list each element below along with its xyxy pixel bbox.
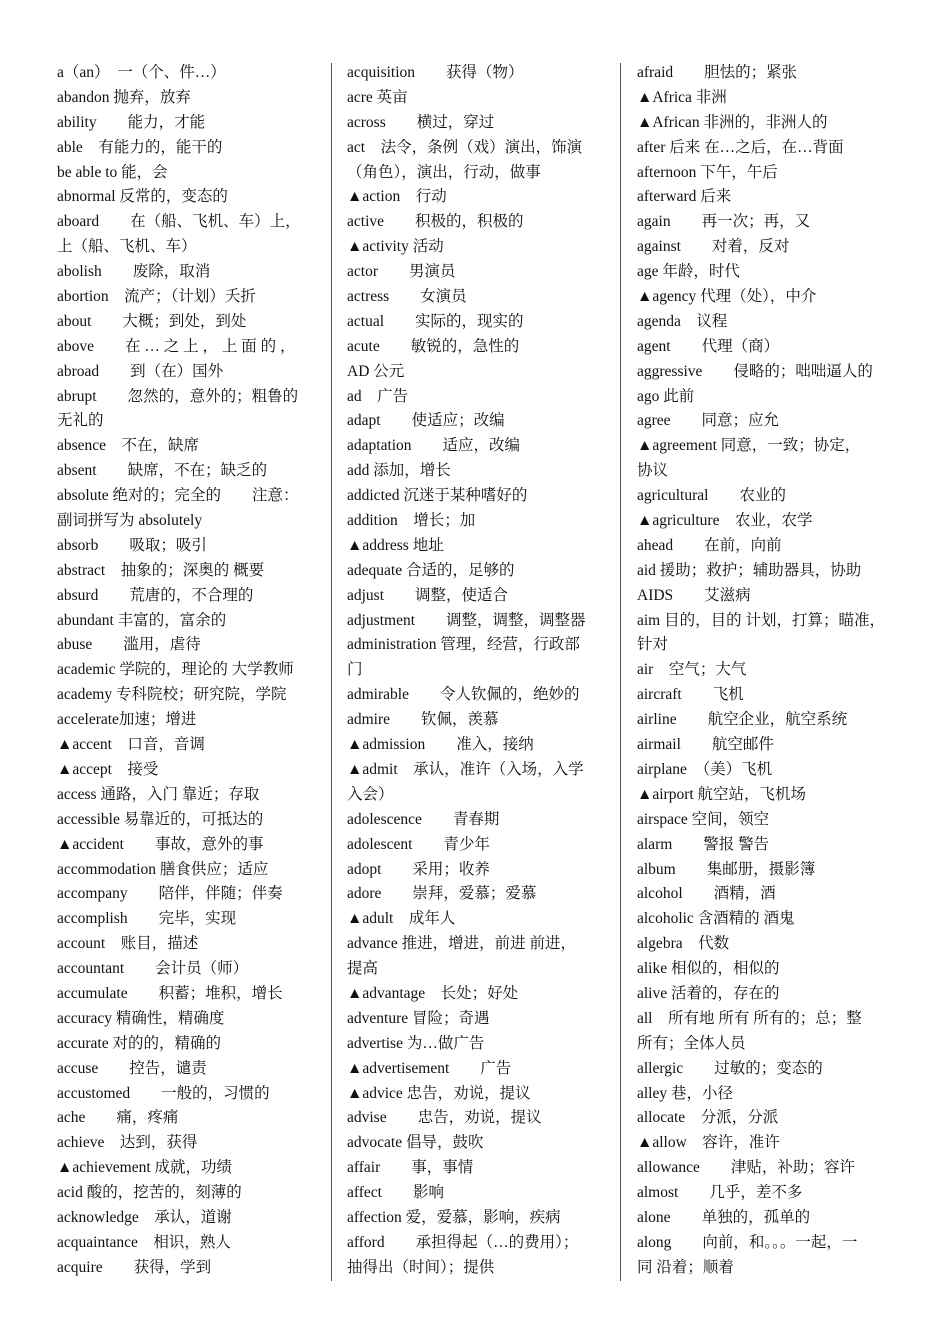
- vocab-entry-line: 协议: [637, 462, 669, 480]
- vocab-entry-line: aboard 在（船、飞机、车）上，: [57, 213, 301, 231]
- vocab-entry-line: （角色），演出，行动，做事: [347, 163, 541, 181]
- vocab-entry-line: ability 能力，才能: [57, 113, 206, 131]
- vocab-entry-line: accurate 对的的，精确的: [57, 1034, 221, 1052]
- vocab-entry-line: absorb 吸取；吸引: [57, 536, 207, 554]
- vocab-entry-line: ▲airport 航空站，飞机场: [637, 785, 807, 803]
- vocab-entry-line: again 再一次；再，又: [637, 213, 811, 231]
- vocab-entry-line: album 集邮册，摄影簿: [637, 860, 816, 878]
- vocab-entry-line: ▲admission 准入，接纳: [347, 736, 534, 754]
- vocab-entry-line: accomplish 完毕，实现: [57, 910, 237, 928]
- vocab-entry-line: abuse 滥用，虐待: [57, 636, 201, 654]
- vocab-entry-line: achieve 达到，获得: [57, 1134, 198, 1152]
- vocab-entry-line: agree 同意；应允: [637, 412, 780, 430]
- vocab-entry-line: allergic 过敏的；变态的: [637, 1059, 823, 1077]
- vocab-entry-line: abstract 抽象的；深奥的 概要: [57, 561, 265, 579]
- vocab-entry-line: alley 巷，小径: [637, 1084, 733, 1102]
- vocab-entry-line: accustomed 一般的，习惯的: [57, 1084, 270, 1102]
- vocab-entry-line: abroad 到（在）国外: [57, 362, 224, 380]
- vocab-entry-line: agent 代理（商）: [637, 337, 780, 355]
- vocab-entry-line: 上（船、飞机、车）: [57, 238, 197, 256]
- vocab-entry-line: ago 此前: [637, 387, 695, 405]
- vocab-entry-line: abrupt 忽然的，意外的；粗鲁的: [57, 387, 299, 405]
- vocab-entry-line: alarm 警报 警告: [637, 835, 770, 853]
- vocab-entry-line: alike 相似的，相似的: [637, 960, 780, 978]
- vocab-entry-line: airmail 航空邮件: [637, 736, 774, 754]
- vocab-entry-line: absent 缺席，不在；缺乏的: [57, 462, 268, 480]
- vocab-entry-line: affair 事，事情: [347, 1159, 474, 1177]
- vocab-entry-line: 提高: [347, 960, 379, 978]
- vocab-entry-line: advertise 为…做广告: [347, 1034, 485, 1052]
- vocab-entry-line: ▲African 非洲的，非洲人的: [637, 113, 828, 131]
- vocab-entry-line: acid 酸的，挖苦的，刻薄的: [57, 1184, 242, 1202]
- vocab-entry-line: absurd 荒唐的，不合理的: [57, 586, 254, 604]
- vocab-entry-line: adjust 调整，使适合: [347, 586, 509, 604]
- vocab-entry-line: actress 女演员: [347, 288, 467, 306]
- vocab-entry-line: acquaintance 相识，熟人: [57, 1233, 231, 1251]
- vocab-entry-line: along 向前，和。。。一起，一: [637, 1233, 858, 1251]
- vocab-entry-line: against 对着，反对: [637, 238, 790, 256]
- vocab-entry-line: accumulate 积蓄；堆积，增长: [57, 984, 283, 1002]
- vocab-entry-line: adolescent 青少年: [347, 835, 490, 853]
- vocab-entry-line: airline 航空企业，航空系统: [637, 711, 848, 729]
- vocab-entry-line: accompany 陪伴，伴随；伴奏: [57, 885, 283, 903]
- vocab-entry-line: ▲action 行动: [347, 188, 447, 206]
- vocab-entry-line: agenda 议程: [637, 312, 728, 330]
- vocab-entry-line: algebra 代数: [637, 935, 730, 953]
- vocab-entry-line: afraid 胆怯的；紧张: [637, 64, 798, 81]
- vocab-entry-line: aircraft 飞机: [637, 686, 744, 704]
- vocab-entry-line: adapt 使适应；改编: [347, 412, 505, 430]
- vocab-entry-line: actor 男演员: [347, 263, 456, 281]
- vocab-entry-line: ache 痛，疼痛: [57, 1109, 179, 1127]
- vocab-entry-line: accommodation 膳食供应；适应: [57, 860, 269, 878]
- vocab-entry-line: accelerate加速；增进: [57, 711, 197, 729]
- vocab-entry-line: abandon 抛弃，放弃: [57, 88, 191, 106]
- vocab-entry-line: ▲agreement 同意，一致；协定，: [637, 437, 861, 455]
- vocab-entry-line: ▲allow 容许，准许: [637, 1134, 780, 1152]
- vocab-entry-line: ▲advice 忠告，劝说，提议: [347, 1084, 531, 1102]
- vocab-entry-line: 门: [347, 661, 363, 679]
- vocab-entry-line: ▲agency 代理（处），中介: [637, 288, 817, 306]
- vocab-entry-line: aim 目的，目的 计划，打算；瞄准，: [637, 611, 885, 629]
- vocab-entry-line: adopt 采用；收养: [347, 860, 490, 878]
- vocab-entry-line: a（an） 一（个、件…）: [57, 64, 226, 81]
- vocab-entry-line: adolescence 青春期: [347, 810, 500, 828]
- vocab-entry-line: adore 崇拜，爱慕；爱慕: [347, 885, 537, 903]
- vocab-entry-line: add 添加，增长: [347, 462, 451, 480]
- vocab-entry-line: advance 推进，增进，前进 前进，: [347, 935, 577, 953]
- vocab-entry-line: 入会）: [347, 785, 394, 803]
- vocab-entry-line: 副词拼写为 absolutely: [57, 512, 203, 530]
- vocab-entry-line: all 所有地 所有 所有的；总；整: [637, 1009, 862, 1027]
- vocab-entry-line: active 积极的，积极的: [347, 213, 524, 231]
- vocab-entry-line: airspace 空间，领空: [637, 810, 770, 828]
- vocab-entry-line: ▲accident 事故，意外的事: [57, 835, 264, 853]
- vocab-entry-line: afternoon 下午，午后: [637, 163, 778, 181]
- vocab-entry-line: accessible 易靠近的，可抵达的: [57, 810, 264, 828]
- vocab-entry-line: academy 专科院校；研究院，学院: [57, 686, 287, 704]
- vocab-entry-line: accountant 会计员（师）: [57, 960, 249, 978]
- vocab-entry-line: act 法令，条例（戏）演出，饰演: [347, 138, 583, 156]
- vocab-entry-line: ▲advantage 长处；好处: [347, 984, 519, 1002]
- vocab-column-1: [57, 61, 323, 1281]
- vocab-entry-line: alive 活着的，存在的: [637, 984, 780, 1002]
- vocab-column-2: [347, 61, 609, 1281]
- vocab-entry-line: access 通路，入门 靠近；存取: [57, 785, 260, 803]
- vocab-entry-line: ▲address 地址: [347, 536, 444, 554]
- vocab-entry-line: almost 几乎，差不多: [637, 1184, 803, 1202]
- vocab-entry-line: accuse 控告，谴责: [57, 1059, 207, 1077]
- vocab-entry-line: about 大概；到处，到处: [57, 312, 247, 330]
- vocab-entry-line: ▲adult 成年人: [347, 910, 456, 928]
- vocab-entry-line: ad 广告: [347, 387, 409, 405]
- vocab-entry-line: adjustment 调整，调整，调整器: [347, 611, 586, 629]
- vocab-entry-line: addition 增长；加: [347, 512, 476, 530]
- vocab-entry-line: 所有；全体人员: [637, 1034, 746, 1052]
- vocab-entry-line: after 后来 在…之后，在…背面: [637, 138, 844, 156]
- vocab-entry-line: administration 管理，经营，行政部: [347, 636, 580, 654]
- vocab-entry-line: aid 援助；救护；辅助器具，协助: [637, 561, 862, 579]
- vocab-entry-line: account 账目，描述: [57, 935, 199, 953]
- vocab-entry-line: above 在 … 之 上 ， 上 面 的 ，: [57, 337, 296, 355]
- vocab-entry-line: alcoholic 含酒精的 酒鬼: [637, 910, 795, 928]
- vocab-entry-line: absence 不在，缺席: [57, 437, 200, 455]
- vocab-entry-line: AIDS 艾滋病: [637, 586, 751, 604]
- vocab-entry-line: acquire 获得，学到: [57, 1258, 212, 1276]
- vocab-entry-line: allowance 津贴，补助；容许: [637, 1159, 855, 1177]
- vocab-entry-line: 针对: [637, 636, 669, 654]
- vocab-entry-line: able 有能力的，能干的: [57, 138, 223, 156]
- vocab-entry-line: advise 忠告，劝说，提议: [347, 1109, 542, 1127]
- vocab-entry-line: air 空气；大气: [637, 661, 747, 679]
- vocab-entry-line: 抽得出（时间）；提供: [347, 1258, 495, 1276]
- vocab-entry-line: addicted 沉迷于某种嗜好的: [347, 487, 528, 505]
- vocab-entry-line: actual 实际的，现实的: [347, 312, 524, 330]
- vocab-entry-line: adaptation 适应，改编: [347, 437, 521, 455]
- vocab-entry-line: abolish 废除，取消: [57, 263, 211, 281]
- vocab-entry-line: allocate 分派，分派: [637, 1109, 779, 1127]
- vocab-entry-line: ▲agriculture 农业，农学: [637, 512, 813, 530]
- vocab-entry-line: AD 公元: [347, 362, 405, 380]
- vocab-entry-line: acknowledge 承认，道谢: [57, 1208, 232, 1226]
- vocab-entry-line: abundant 丰富的，富余的: [57, 611, 227, 629]
- vocab-entry-line: ahead 在前，向前: [637, 536, 782, 554]
- vocab-entry-line: affection 爱，爱慕，影响，疾病: [347, 1208, 561, 1226]
- vocab-entry-line: be able to 能，会: [57, 163, 168, 181]
- vocab-entry-line: acute 敏锐的，急性的: [347, 337, 520, 355]
- vocab-entry-line: ▲admit 承认，准许（入场，入学: [347, 760, 584, 778]
- vocab-entry-line: 无礼的: [57, 412, 104, 430]
- vocab-entry-line: adequate 合适的，足够的: [347, 561, 515, 579]
- vocab-entry-line: ▲achievement 成就，功绩: [57, 1159, 233, 1177]
- vocab-entry-line: alcohol 酒精，酒: [637, 885, 776, 903]
- vocab-entry-line: agricultural 农业的: [637, 487, 786, 505]
- vocab-entry-line: afterward 后来: [637, 188, 732, 206]
- vocab-entry-line: aggressive 侵略的；咄咄逼人的: [637, 362, 873, 380]
- vocab-entry-line: airplane （美）飞机: [637, 760, 773, 778]
- vocab-entry-line: across 横过，穿过: [347, 113, 495, 131]
- vocab-entry-line: ▲activity 活动: [347, 238, 444, 256]
- vocab-entry-line: adventure 冒险；奇遇: [347, 1009, 490, 1027]
- vocab-entry-line: alone 单独的，孤单的: [637, 1208, 811, 1226]
- vocab-entry-line: abnormal 反常的，变态的: [57, 188, 228, 206]
- vocab-entry-line: academic 学院的，理论的 大学教师: [57, 661, 294, 679]
- vocab-entry-line: ▲Africa 非洲: [637, 88, 727, 106]
- vocab-entry-line: acre 英亩: [347, 88, 408, 106]
- vocab-entry-line: ▲accept 接受: [57, 760, 159, 778]
- vocab-entry-line: ▲accent 口音，音调: [57, 736, 205, 754]
- column-divider: [620, 63, 621, 1281]
- vocab-entry-line: admirable 令人钦佩的，绝妙的: [347, 686, 580, 704]
- vocab-entry-line: acquisition 获得（物）: [347, 64, 524, 81]
- vocab-entry-line: absolute 绝对的；完全的 注意：: [57, 487, 299, 505]
- vocab-entry-line: age 年龄，时代: [637, 263, 740, 281]
- column-divider: [331, 63, 332, 1281]
- vocab-entry-line: advocate 倡导，鼓吹: [347, 1134, 484, 1152]
- vocab-column-3: [637, 61, 907, 1281]
- vocab-entry-line: ▲advertisement 广告: [347, 1059, 512, 1077]
- vocab-entry-line: affect 影响: [347, 1184, 444, 1202]
- vocab-entry-line: admire 钦佩，羡慕: [347, 711, 499, 729]
- vocab-entry-line: 同 沿着；顺着: [637, 1258, 734, 1276]
- vocab-entry-line: afford 承担得起（…的费用）；: [347, 1233, 579, 1251]
- vocab-entry-line: accuracy 精确性，精确度: [57, 1009, 225, 1027]
- vocab-entry-line: abortion 流产；（计划）夭折: [57, 288, 256, 306]
